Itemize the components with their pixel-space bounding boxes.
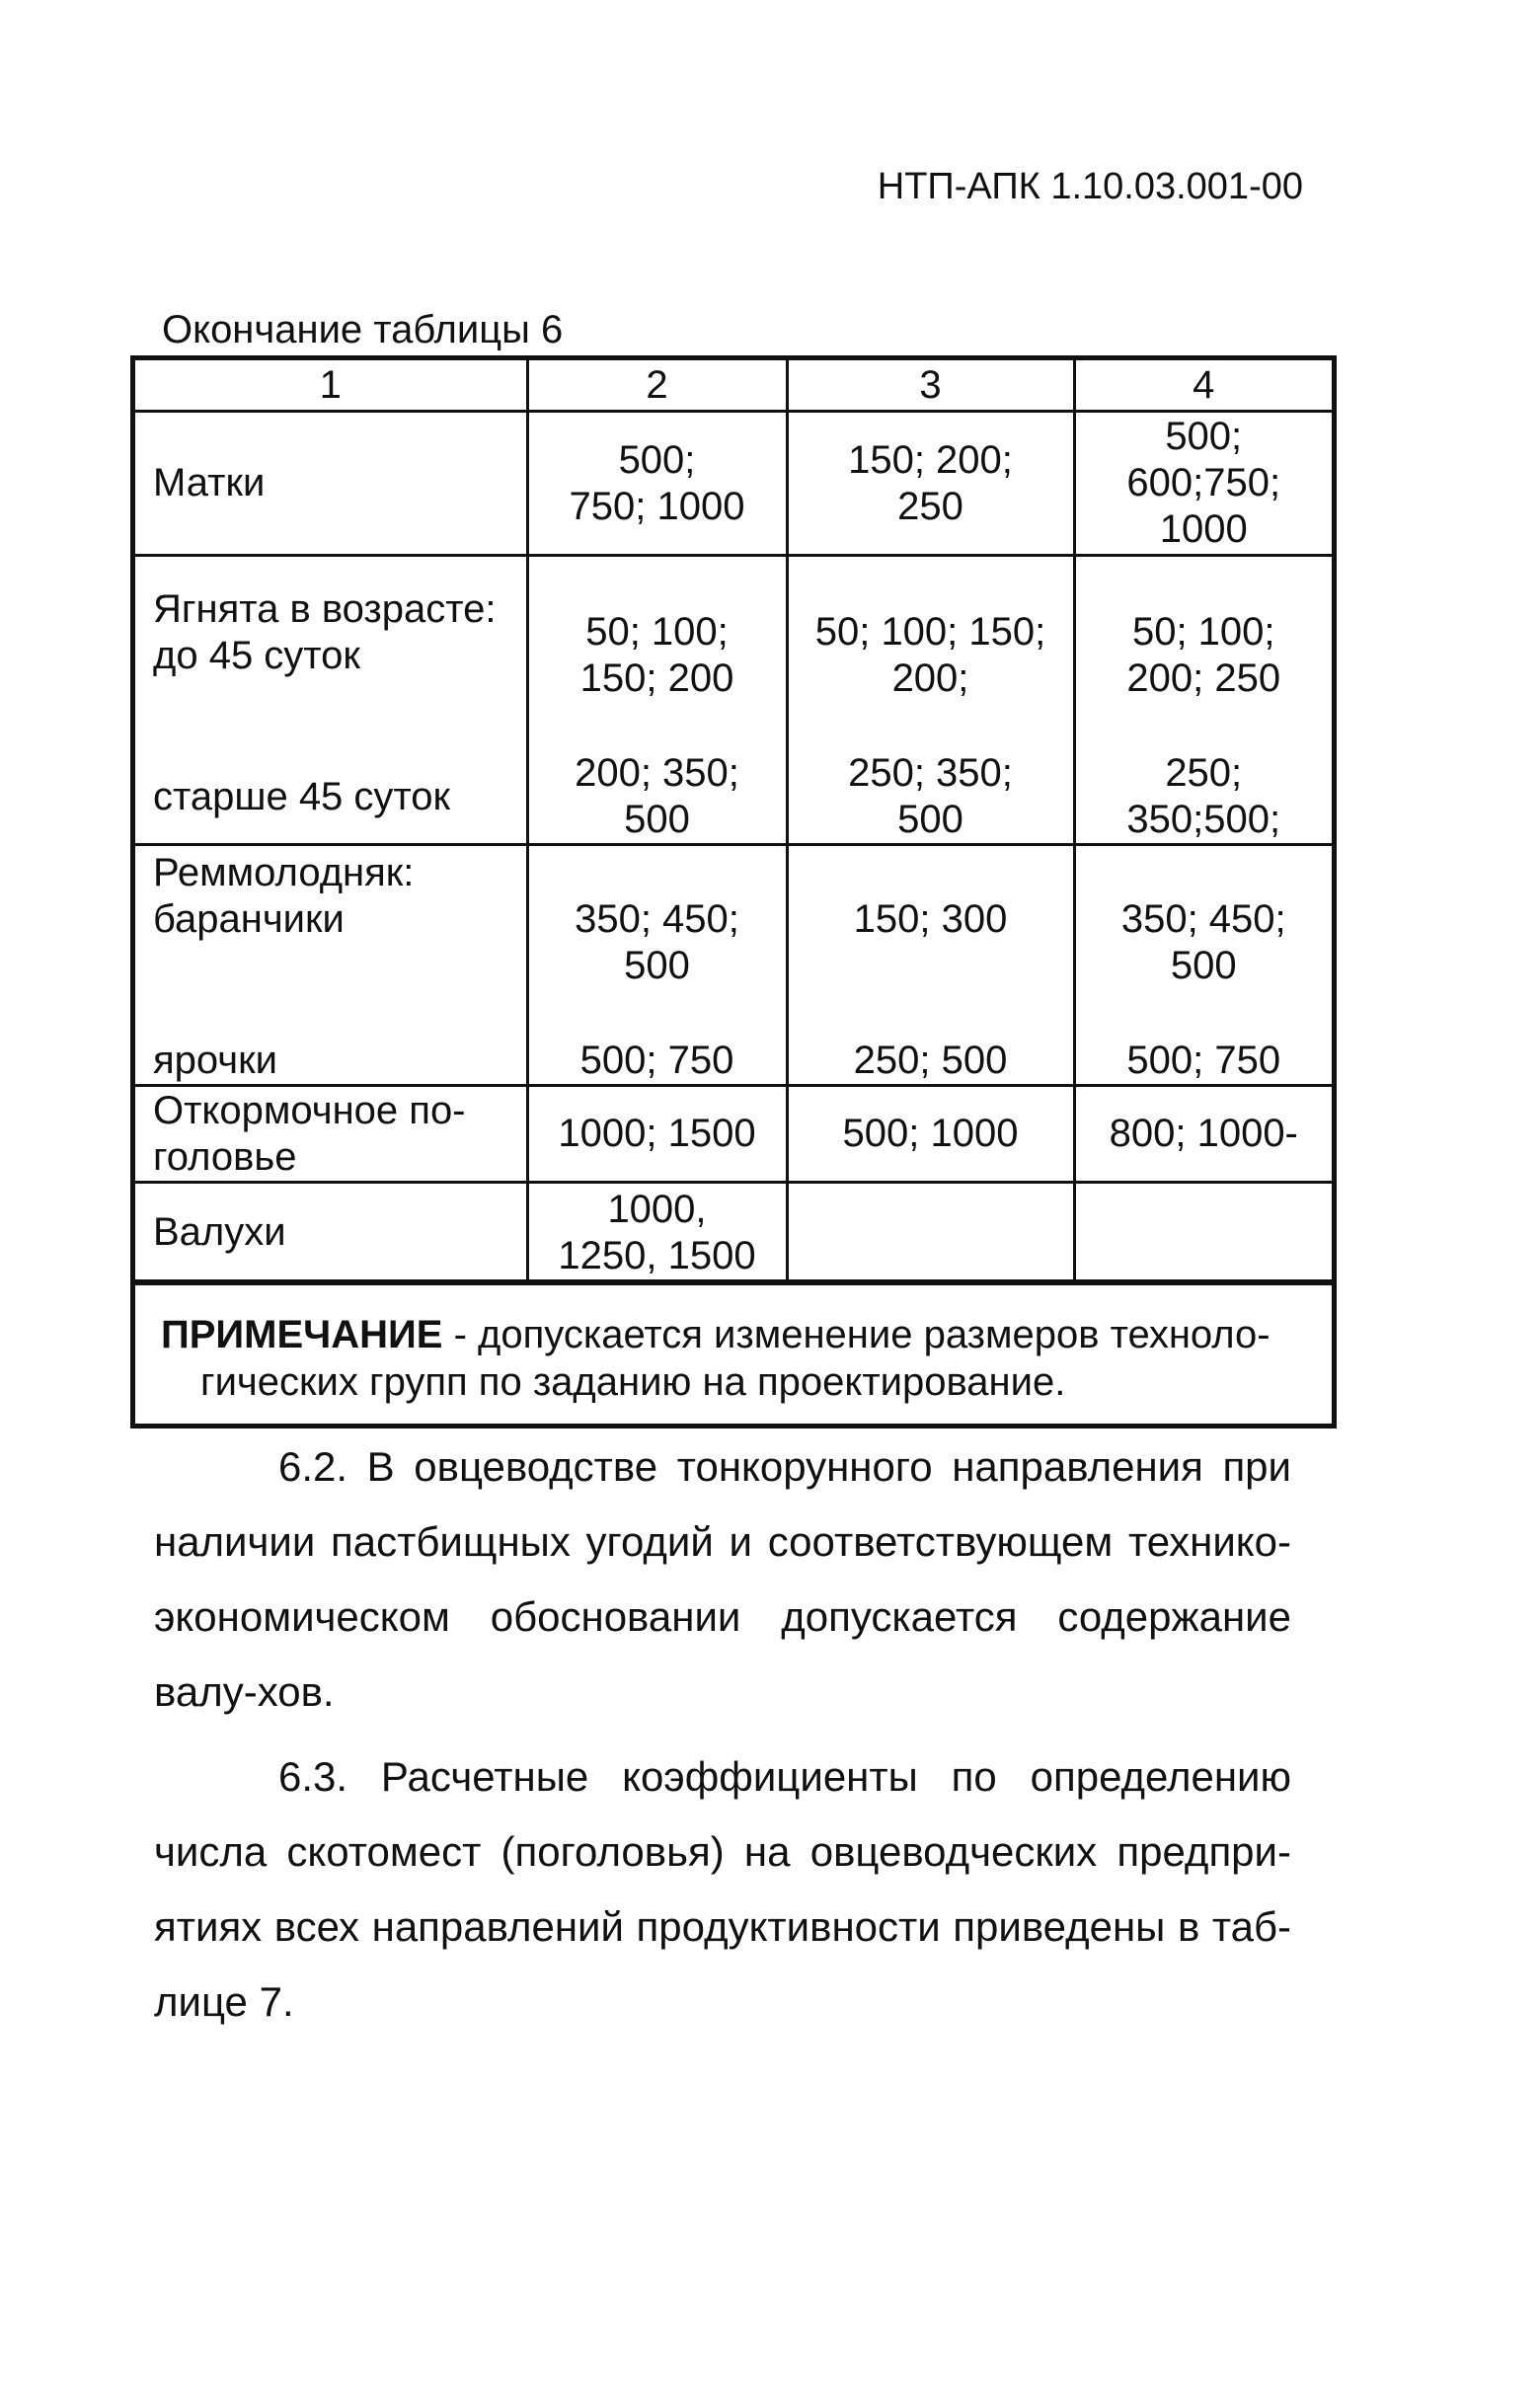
cell-line: 50; 100; 150;: [814, 610, 1046, 654]
cell-line: 350; 450;: [575, 897, 739, 941]
cell: 1000; 1500: [527, 1086, 787, 1183]
cell: 800; 1000-: [1074, 1086, 1332, 1183]
cell: [527, 412, 787, 556]
cell-line: 500: [624, 798, 690, 841]
cell-line: 200; 350;: [575, 751, 739, 795]
data-table: [135, 360, 1332, 1282]
cell-line: 1000: [1159, 507, 1248, 551]
cell-line: 500: [1170, 944, 1237, 987]
cell-line: 500: [897, 798, 963, 841]
cell-line: 250: [897, 484, 963, 528]
table-frame: [130, 355, 1337, 1428]
document-code: НТП-АПК 1.10.03.001-00: [877, 166, 1303, 207]
cell-line: 250; 350;: [848, 751, 1013, 795]
cell-line: 750; 1000: [569, 484, 745, 528]
note-text: - допускается изменение размеров техноло-: [442, 1313, 1270, 1356]
cell-line: 150; 200: [579, 656, 734, 700]
cell-line: 500; 750: [1126, 1039, 1281, 1082]
cell: [787, 556, 1074, 845]
note-label: ПРИМЕЧАНИЕ: [161, 1313, 443, 1356]
cell-line: Реммолодняк:: [153, 851, 415, 894]
cell-line: 1000,: [607, 1187, 707, 1231]
cell: [527, 1183, 787, 1281]
cell-text: Матки: [153, 461, 266, 504]
cell-line: до 45 суток: [153, 633, 360, 677]
cell: [527, 556, 787, 845]
row-label: [135, 845, 527, 1086]
cell-line: 250;: [1165, 751, 1243, 795]
paragraph-6-2: [154, 1429, 1291, 1730]
paragraph-6-3: [154, 1739, 1291, 2040]
note-line: [161, 1311, 1302, 1358]
cell-line: 250; 500: [853, 1039, 1008, 1082]
cell-line: головье: [153, 1134, 297, 1179]
row-label: [135, 1183, 527, 1281]
cell-line: 350; 450;: [1120, 897, 1286, 941]
cell-line: 500;: [1165, 415, 1243, 458]
cell-line: 200; 250: [1126, 656, 1281, 700]
cell: [787, 845, 1074, 1086]
row-label: [135, 412, 527, 556]
table-caption: Окончание таблицы 6: [162, 308, 564, 351]
cell: [1074, 556, 1332, 845]
cell-line: 500; 750: [579, 1039, 734, 1082]
table-header-row: [135, 360, 1332, 412]
cell: [1074, 1183, 1332, 1281]
cell-line: старше 45 суток: [153, 774, 451, 818]
table-note: [135, 1282, 1332, 1424]
paragraph-text: 6.2. В овцеводстве тонкорунного направления при наличии пастбищных угодий и соответствующем технико-экономическом обосновании допускается содержание валу-хов.: [154, 1443, 1291, 1715]
cell-line: 200;: [891, 656, 969, 700]
table-row: [135, 845, 1332, 1086]
note-line: гических групп по заданию на проектирование.: [200, 1360, 1066, 1404]
paragraph-text: 6.3. Расчетные коэффициенты по определению числа скотомест (поголовья) на овцеводческих предпри-ятиях всех направлений продуктивности приведены в таб-лице 7.: [154, 1753, 1291, 2025]
cell-line: ярочки: [153, 1039, 277, 1082]
cell-line: Ягнята в возрасте:: [153, 586, 497, 631]
row-label: [135, 1086, 527, 1183]
cell-line: 600;750;: [1126, 461, 1281, 504]
cell-line: 500;: [618, 437, 696, 482]
cell-line: 1250, 1500: [558, 1233, 756, 1277]
col-header-2: 2: [527, 360, 787, 412]
cell: [1074, 845, 1332, 1086]
col-header-3: 3: [787, 360, 1074, 412]
cell-line: 500: [624, 944, 690, 987]
cell: [787, 412, 1074, 556]
cell: [1074, 412, 1332, 556]
cell-line: Откормочное по-: [153, 1088, 466, 1132]
table-row: [135, 1183, 1332, 1281]
cell: 500; 1000: [787, 1086, 1074, 1183]
col-header-1: 1: [135, 360, 527, 412]
cell-line: Валухи: [153, 1210, 286, 1254]
col-header-4: 4: [1074, 360, 1332, 412]
row-label: [135, 556, 527, 845]
cell-line: 150; 300: [853, 897, 1008, 941]
table-row: [135, 1086, 1332, 1183]
cell-line: 50; 100;: [1131, 610, 1275, 654]
cell: [787, 1183, 1074, 1281]
cell: [527, 845, 787, 1086]
table-row: [135, 412, 1332, 556]
table-row: [135, 556, 1332, 845]
cell-line: 50; 100;: [585, 610, 729, 654]
cell-line: баранчики: [153, 897, 345, 941]
cell-line: 150; 200;: [848, 437, 1013, 482]
cell-line: 350;500;: [1126, 798, 1281, 841]
